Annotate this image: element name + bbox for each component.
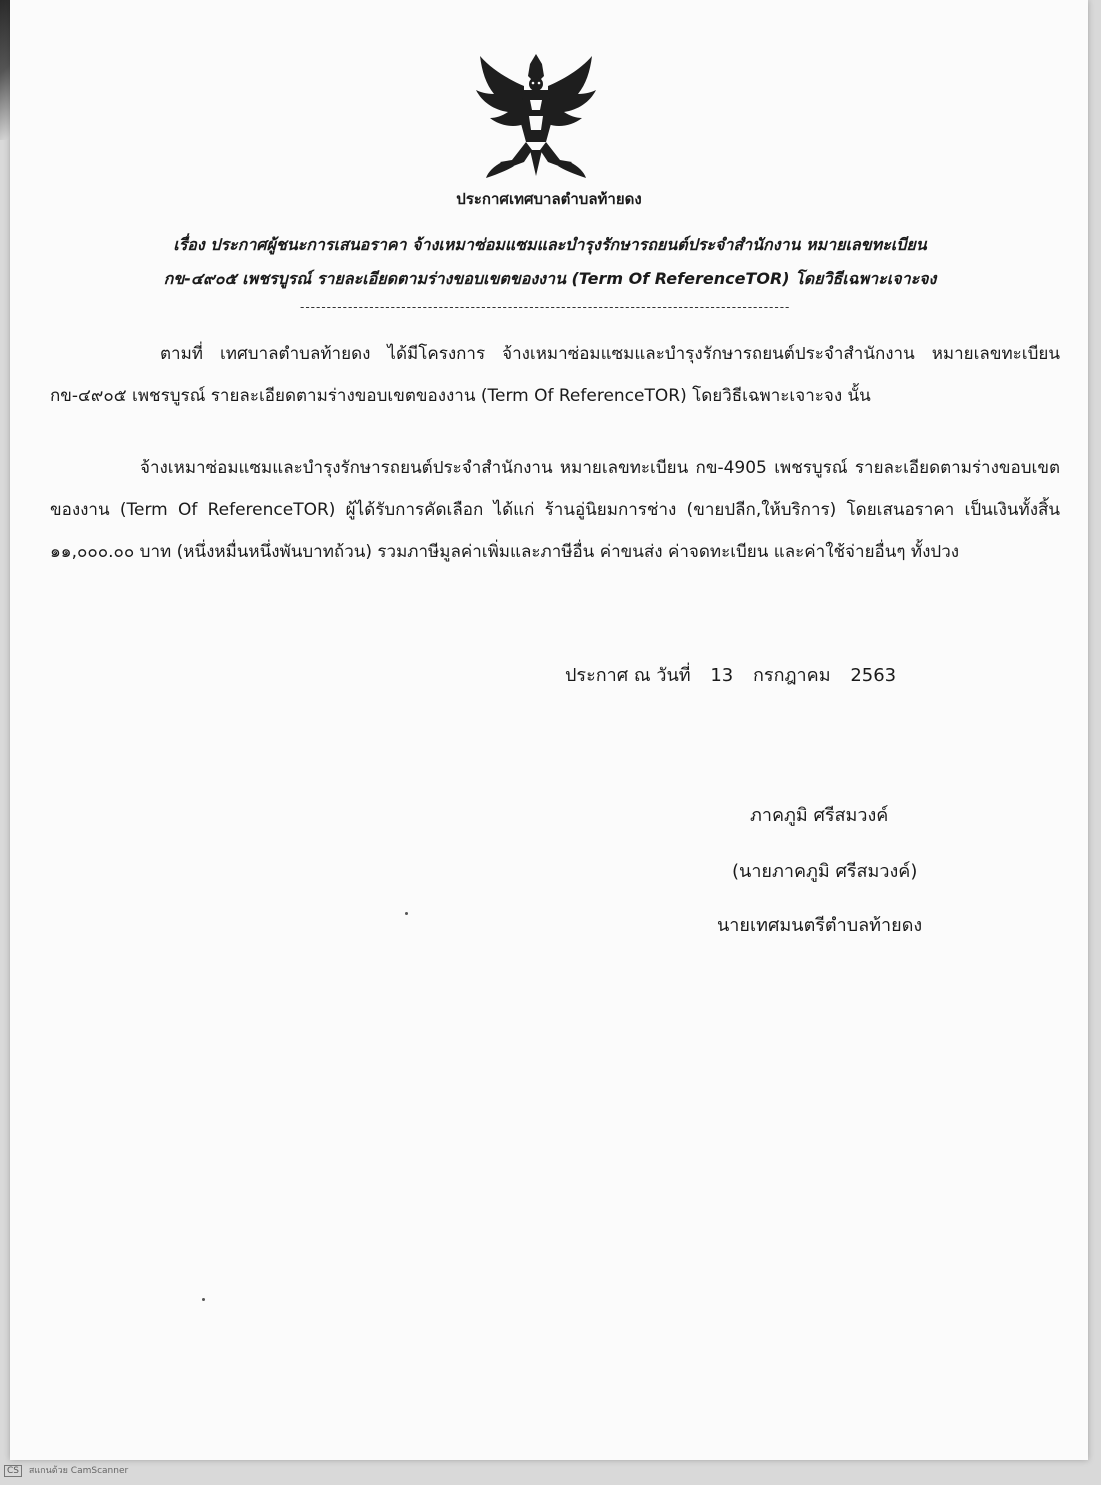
date-year: 2563: [850, 665, 897, 686]
paragraph-project: ตามที่ เทศบาลตำบลท้ายดง ได้มีโครงการ จ้างเหมาซ่อมแซมและบำรุงรักษารถยนต์ประจำสำนักงาน หมายเลขทะเบียน กข-๔๙๐๕ เพชรบูรณ์ รายละเอียดตามร่างขอบเขตของงาน (Term Of ReferenceTOR) โดยวิธีเฉพาะเจาะจง นั้น: [50, 344, 1060, 406]
paragraph-award: จ้างเหมาซ่อมแซมและบำรุงรักษารถยนต์ประจำสำนักงาน หมายเลขทะเบียน กข-4905 เพชรบูรณ์ รายละเอียดตามร่างขอบเขตของงาน (Term Of ReferenceTOR) ผู้ได้รับการคัดเลือก ได้แก่ ร้านอู่นิยมการช่าง (ขายปลีก,ให้บริการ) โดยเสนอราคา เป็นเงินทั้งสิ้น ๑๑,๐๐๐.๐๐ บาท (หนึ่งหมื่นหนึ่งพันบาทถ้วน) รวมภาษีมูลค่าเพิ่มและภาษีอื่น ค่าขนส่ง ค่าจดทะเบียน และค่าใช้จ่ายอื่นๆ ทั้งปวง: [50, 458, 1060, 562]
scanner-watermark-text: สแกนด้วย CamScanner: [28, 1466, 129, 1476]
scan-speck: [405, 912, 408, 915]
subject-line-2: กข-๔๙๐๕ เพชรบูรณ์ รายละเอียดตามร่างขอบเขตของงาน (Term Of ReferenceTOR) โดยวิธีเฉพาะเจาะจง: [163, 269, 937, 288]
signature-title: นายเทศมนตรีตำบลท้ายดง: [717, 915, 923, 936]
announcement-date: [565, 660, 910, 689]
document-page: [10, 0, 1088, 1460]
document-heading: ประกาศเทศบาลตำบลท้ายดง: [456, 190, 642, 208]
separator-line: --------------------------------------------------------------------------------------------: [300, 300, 790, 314]
scanner-watermark: [4, 1463, 128, 1477]
subject-line-1: เรื่อง ประกาศผู้ชนะการเสนอราคา จ้างเหมาซ่อมแซมและบำรุงรักษารถยนต์ประจำสำนักงาน หมายเลขทะเบียน: [173, 235, 927, 254]
date-month: กรกฎาคม: [753, 665, 831, 686]
garuda-emblem-icon: [472, 50, 600, 180]
date-day: 13: [710, 665, 734, 686]
camscanner-logo-icon: CS: [4, 1465, 22, 1477]
document-subject: [50, 228, 1050, 296]
date-prefix: ประกาศ ณ วันที่: [565, 665, 691, 686]
signature-full-name: (นายภาคภูมิ ศรีสมวงค์): [732, 861, 918, 882]
scan-speck: [202, 1298, 205, 1301]
signature-name: ภาคภูมิ ศรีสมวงค์: [750, 805, 889, 826]
